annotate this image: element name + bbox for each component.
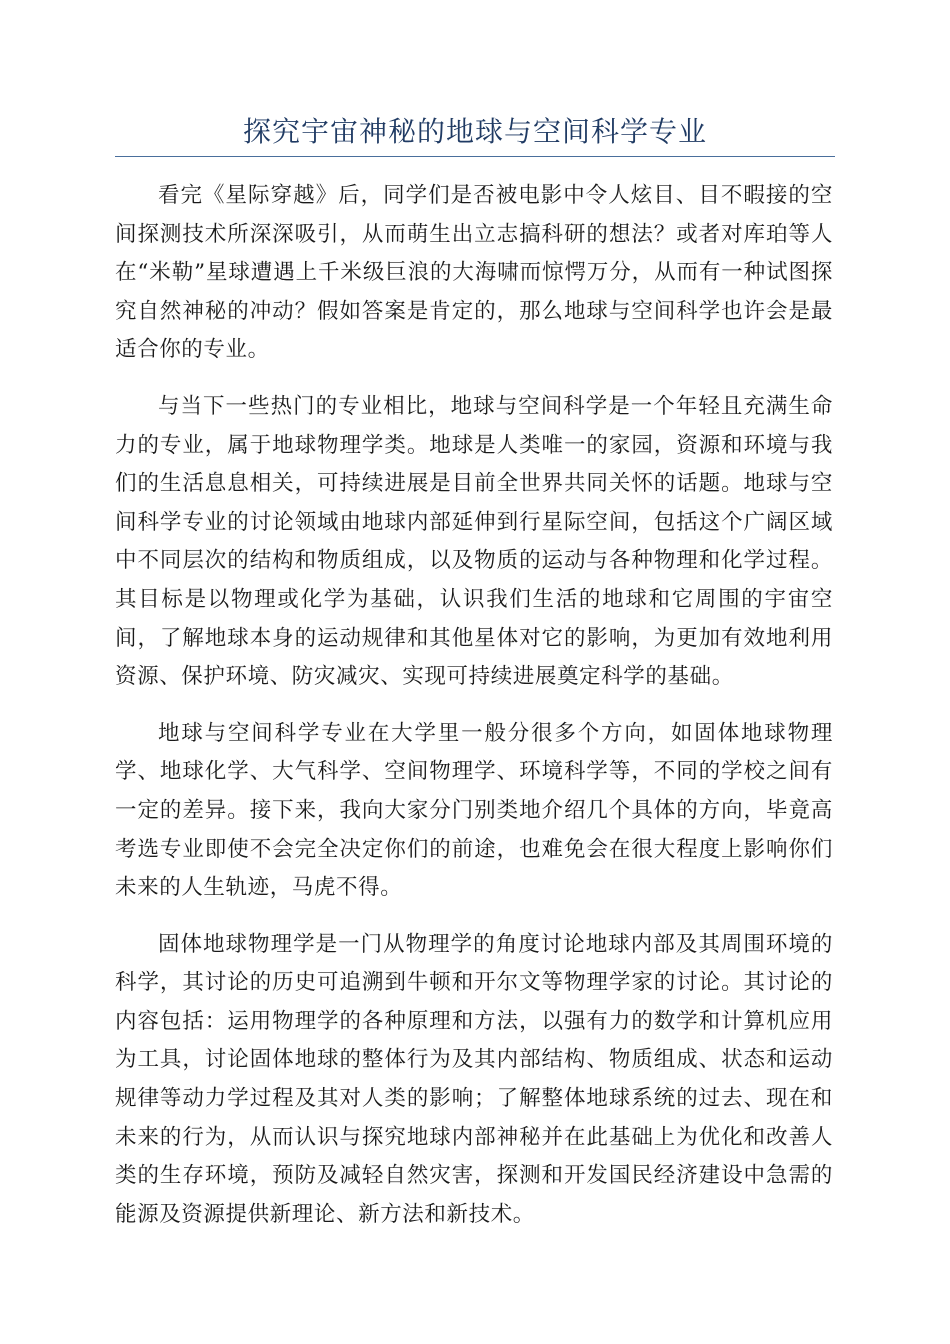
article-body [115, 177, 833, 1252]
page-title: 探究宇宙神秘的地球与空间科学专业 [242, 115, 707, 148]
paragraph-overview: 与当下一些热门的专业相比，地球与空间科学是一个年轻且充满生命力的专业，属于地球物理学类。地球是人类唯一的家园，资源和环境与我们的生活息息相关，可持续进展是目前全世界共同关怀的话题。地球与空间科学专业的讨论领域由地球内部延伸到行星际空间，包括这个广阔区域中不同层次的结构和物质组成，以及物质的运动与各种物理和化学过程。其目标是以物理或化学为基础，认识我们生活的地球和它周围的宇宙空间，了解地球本身的运动规律和其他星体对它的影响，为更加有效地利用资源、保护环境、防灾减灾、实现可持续进展奠定科学的基础。 [115, 393, 833, 690]
paragraph-directions: 地球与空间科学专业在大学里一般分很多个方向，如固体地球物理学、地球化学、大气科学、空间物理学、环境科学等，不同的学校之间有一定的差异。接下来，我向大家分门别类地介绍几个具体的方向，毕竟高考选专业即使不会完全决定你们的前途，也难免会在很大程度上影响你们未来的人生轨迹，马虎不得。 [115, 720, 833, 901]
title-block [115, 112, 835, 157]
paragraph-intro: 看完《星际穿越》后，同学们是否被电影中令人炫目、目不暇接的空间探测技术所深深吸引，从而萌生出立志搞科研的想法？或者对库珀等人在“米勒”星球遭遇上千米级巨浪的大海啸而惊愕万分，从而有一种试图探究自然神秘的冲动？假如答案是肯定的，那么地球与空间科学也许会是最适合你的专业。 [115, 183, 833, 363]
paragraph-solid-earth-physics: 固体地球物理学是一门从物理学的角度讨论地球内部及其周围环境的科学，其讨论的历史可追溯到牛顿和开尔文等物理学家的讨论。其讨论的内容包括：运用物理学的各种原理和方法，以强有力的数学和计算机应用为工具，讨论固体地球的整体行为及其内部结构、物质组成、状态和运动规律等动力学过程及其对人类的影响；了解整体地球系统的过去、现在和未来的行为，从而认识与探究地球内部神秘并在此基础上为优化和改善人类的生存环境，预防及减轻自然灾害，探测和开发国民经济建设中急需的能源及资源提供新理论、新方法和新技术。 [115, 931, 833, 1227]
